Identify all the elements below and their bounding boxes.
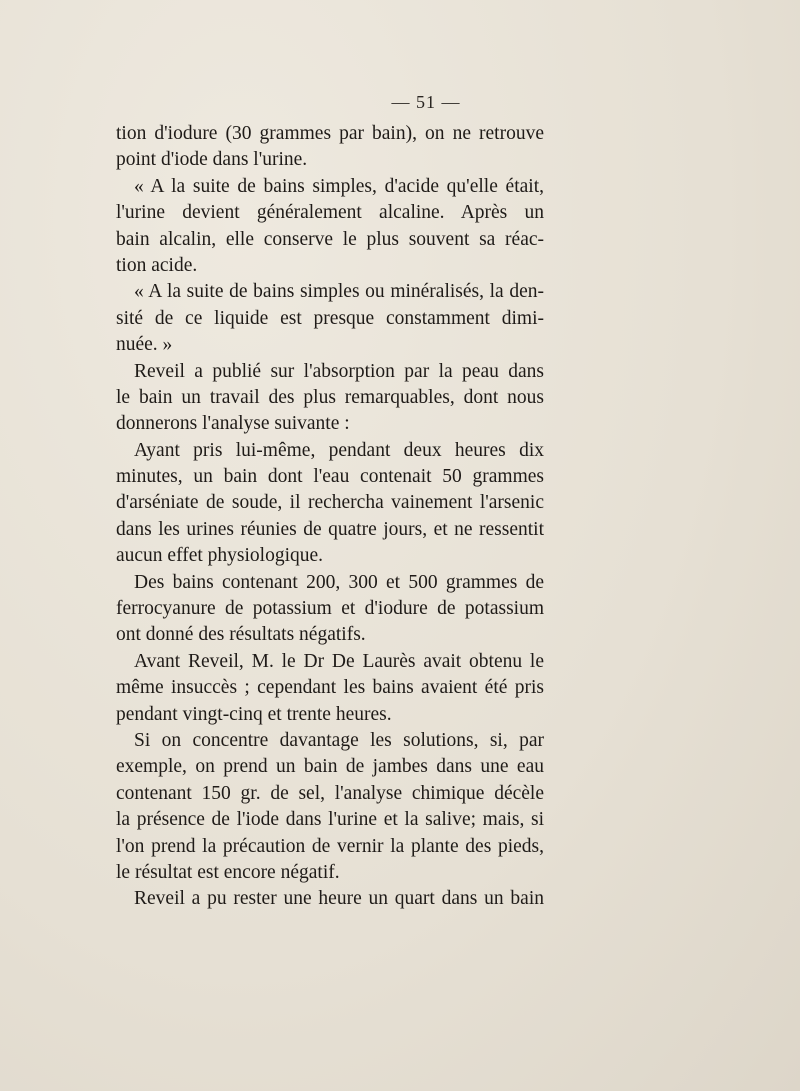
text-line: sité de ce liquide est presque constamment dimi-: [116, 307, 544, 329]
text-line: la présence de l'iode dans l'urine et la salive; mais, si: [116, 809, 544, 831]
text-line: ferrocyanure de potassium et d'iodure de potassium: [116, 598, 544, 620]
text-line: d'arséniate de soude, il rechercha vainement l'arsenic: [116, 492, 544, 514]
text-line: le bain un travail des plus remarquables, dont nous: [116, 386, 544, 408]
text-line: Reveil a publié sur l'absorption par la peau dans: [134, 360, 544, 382]
text-line: « A la suite de bains simples, d'acide qu'elle était,: [134, 175, 544, 197]
text-line: contenant 150 gr. de sel, l'analyse chimique décèle: [116, 782, 544, 804]
text-line: Avant Reveil, M. le Dr De Laurès avait obtenu le: [134, 650, 544, 672]
text-line: nuée. »: [116, 334, 173, 356]
text-line: bain alcalin, elle conserve le plus souvent sa réac-: [116, 228, 544, 250]
text-line: « A la suite de bains simples ou minéralisés, la den-: [134, 281, 544, 303]
text-line: le résultat est encore négatif.: [116, 861, 340, 883]
text-line: Si on concentre davantage les solutions, si, par: [134, 729, 544, 751]
text-line: exemple, on prend un bain de jambes dans une eau: [116, 756, 544, 778]
text-line: Reveil a pu rester une heure un quart dans un bain: [134, 888, 544, 910]
text-line: ont donné des résultats négatifs.: [116, 624, 366, 646]
text-line: l'on prend la précaution de vernir la plante des pieds,: [116, 835, 544, 857]
text-line: pendant vingt-cinq et trente heures.: [116, 703, 392, 725]
text-line: tion acide.: [116, 254, 198, 276]
text-line: même insuccès ; cependant les bains avaient été pris: [116, 677, 544, 699]
body-text: [116, 121, 544, 913]
text-line: Ayant pris lui-même, pendant deux heures dix: [134, 439, 544, 461]
text-line: donnerons l'analyse suivante :: [116, 413, 350, 435]
text-line: tion d'iodure (30 grammes par bain), on ne retrouve: [116, 123, 544, 144]
text-line: Des bains contenant 200, 300 et 500 grammes de: [134, 571, 544, 593]
text-line: l'urine devient généralement alcaline. Après un: [116, 202, 544, 224]
page-number: — 51 —: [391, 92, 461, 112]
text-line: aucun effet physiologique.: [116, 545, 324, 567]
text-line: dans les urines réunies de quatre jours, et ne ressentit: [116, 518, 544, 540]
text-line: point d'iode dans l'urine.: [116, 149, 308, 171]
text-line: minutes, un bain dont l'eau contenait 50 grammes: [116, 466, 544, 488]
